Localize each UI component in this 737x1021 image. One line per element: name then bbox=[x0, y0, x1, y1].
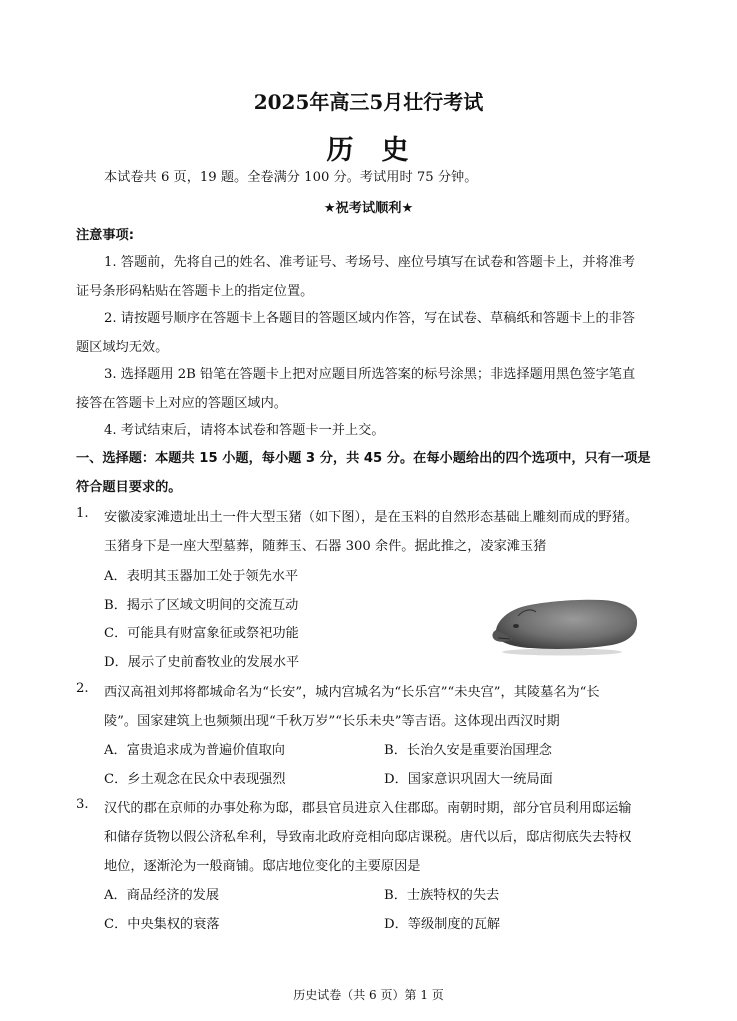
page-footer: 历史试卷（共 6 页）第 1 页 bbox=[293, 988, 444, 1002]
note-2-line-2: 题区域均无效。 bbox=[76, 340, 169, 355]
q1-number: 1. bbox=[76, 506, 89, 521]
q2-option-b: B．长治久安是重要治国理念 bbox=[384, 743, 552, 758]
q3-option-b: B．士族特权的失去 bbox=[384, 888, 500, 903]
exam-info: 本试卷共 6 页，19 题。全卷满分 100 分。考试用时 75 分钟。 bbox=[104, 170, 478, 185]
q1-stem-line-1: 安徽凌家滩遗址出土一件大型玉猪（如下图），是在玉料的自然形态基础上雕刻而成的野猪。 bbox=[104, 510, 639, 525]
note-1-line-1: 1. 答题前，先将自己的姓名、准考证号、考场号、座位号填写在试卷和答题卡上，并将准考 bbox=[104, 255, 636, 270]
section-1-heading-line-1: 一、选择题：本题共 15 小题，每小题 3 分，共 45 分。在每小题给出的四个选项中，只有一项是 bbox=[76, 451, 651, 466]
section-1-heading-line-2: 符合题目要求的。 bbox=[76, 480, 182, 495]
q2-number: 2. bbox=[76, 681, 89, 696]
q1-option-b: B．揭示了区域文明间的交流互动 bbox=[104, 598, 299, 613]
good-luck-wish: ★祝考试顺利★ bbox=[323, 201, 414, 216]
notes-heading: 注意事项: bbox=[76, 228, 135, 243]
note-2-line-1: 2. 请按题号顺序在答题卡上各题目的答题区域内作答，写在试卷、草稿纸和答题卡上的非答 bbox=[104, 311, 636, 326]
q1-option-d: D．展示了史前畜牧业的发展水平 bbox=[104, 655, 300, 670]
q2-stem-line-2: 陵”。国家建筑上也频频出现“千秋万岁”“长乐未央”等吉语。这体现出西汉时期 bbox=[104, 714, 560, 729]
q3-option-d: D．等级制度的瓦解 bbox=[384, 917, 501, 932]
note-1-line-2: 证号条形码粘贴在答题卡上的指定位置。 bbox=[76, 284, 314, 299]
q1-option-c: C．可能具有财富象征或祭祀功能 bbox=[104, 626, 299, 641]
q2-option-a: A．富贵追求成为普遍价值取向 bbox=[104, 743, 285, 758]
q1-option-a: A．表明其玉器加工处于领先水平 bbox=[104, 569, 299, 584]
note-3-line-2: 接答在答题卡上对应的答题区域内。 bbox=[76, 396, 287, 411]
exam-title: 2025年高三5月壮行考试 bbox=[253, 90, 484, 114]
q1-stem-line-2: 玉猪身下是一座大型墓葬，随葬玉、石器 300 余件。据此推之，凌家滩玉猪 bbox=[104, 539, 547, 554]
q2-stem-line-1: 西汉高祖刘邦将都城命名为“长安”，城内宫城名为“长乐宫”“未央宫”，其陵墓名为“长 bbox=[104, 685, 600, 700]
q3-option-a: A．商品经济的发展 bbox=[104, 888, 220, 903]
note-4: 4. 考试结束后，请将本试卷和答题卡一并上交。 bbox=[104, 423, 385, 438]
note-3-line-1: 3. 选择题用 2B 铅笔在答题卡上把对应题目所选答案的标号涂黑；非选择题用黑色签字笔直 bbox=[104, 367, 636, 382]
subject-char-1: 历 bbox=[326, 135, 356, 166]
q3-stem-line-3: 地位，逐渐沦为一般商铺。邸店地位变化的主要原因是 bbox=[104, 859, 421, 874]
jade-pig-image bbox=[490, 596, 640, 656]
subject-title bbox=[0, 128, 737, 167]
q3-number: 3. bbox=[76, 797, 89, 812]
q2-option-d: D．国家意识巩固大一统局面 bbox=[384, 772, 553, 787]
q2-option-c: C．乡土观念在民众中表现强烈 bbox=[104, 772, 286, 787]
q3-stem-line-2: 和储存货物以假公济私牟利，导致南北政府竞相向邸店课税。唐代以后，邸店彻底失去特权 bbox=[104, 830, 632, 845]
q3-stem-line-1: 汉代的郡在京师的办事处称为邸，郡县官员进京入住郡邸。南朝时期，部分官员利用邸运输 bbox=[104, 801, 632, 816]
subject-char-2: 史 bbox=[381, 135, 411, 166]
q3-option-c: C．中央集权的衰落 bbox=[104, 917, 220, 932]
